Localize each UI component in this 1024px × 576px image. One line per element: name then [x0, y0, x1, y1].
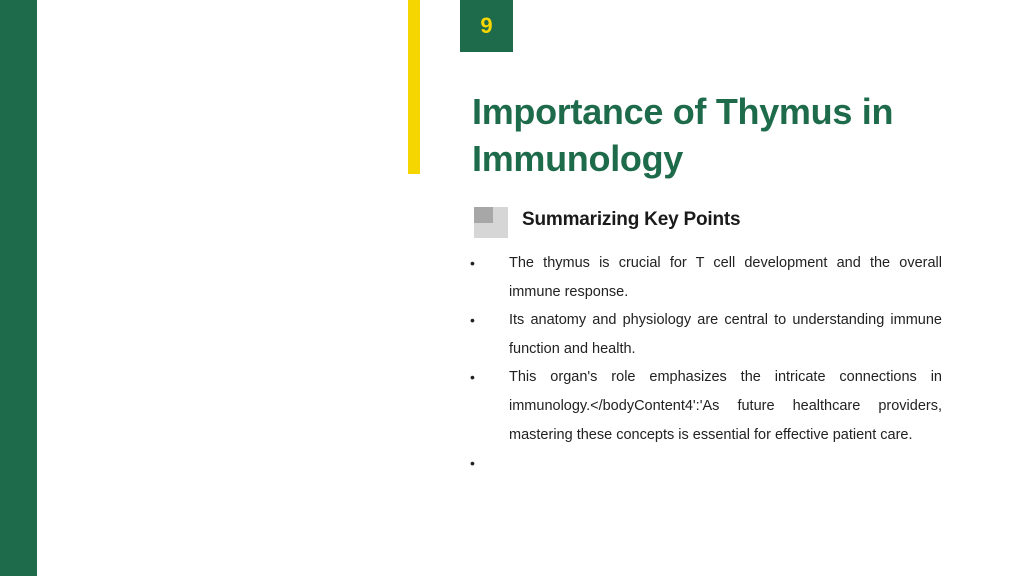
- page-number-badge: [460, 0, 513, 52]
- bullet-text: Its anatomy and physiology are central to understanding immune function and health.: [509, 312, 942, 357]
- bullet-dot: •: [470, 455, 475, 472]
- bullet-text: This organ's role emphasizes the intricate connections in immunology.</bodyContent4':'As future healthcare providers, mastering these concepts is essential for effective patient care.: [509, 369, 942, 443]
- yellow-accent-line: [408, 0, 420, 174]
- bullet-list: [470, 249, 942, 478]
- bullet-item: [470, 363, 942, 449]
- page-number: 9: [480, 13, 493, 38]
- left-accent-bar: [0, 0, 37, 576]
- bullet-item: [470, 249, 942, 306]
- bullet-text: The thymus is crucial for T cell development and the overall immune response.: [509, 255, 942, 300]
- square-placeholder-icon: [474, 207, 508, 238]
- bullet-item: [470, 449, 942, 478]
- bullet-dot: •: [470, 369, 475, 386]
- square-placeholder-icon-inner: [474, 207, 493, 223]
- slide-title: Importance of Thymus in Immunology: [472, 91, 894, 179]
- bullet-dot: •: [470, 255, 475, 271]
- bullet-item: [470, 306, 942, 363]
- section-subheading: Summarizing Key Points: [522, 209, 741, 230]
- bullet-dot: •: [470, 312, 475, 329]
